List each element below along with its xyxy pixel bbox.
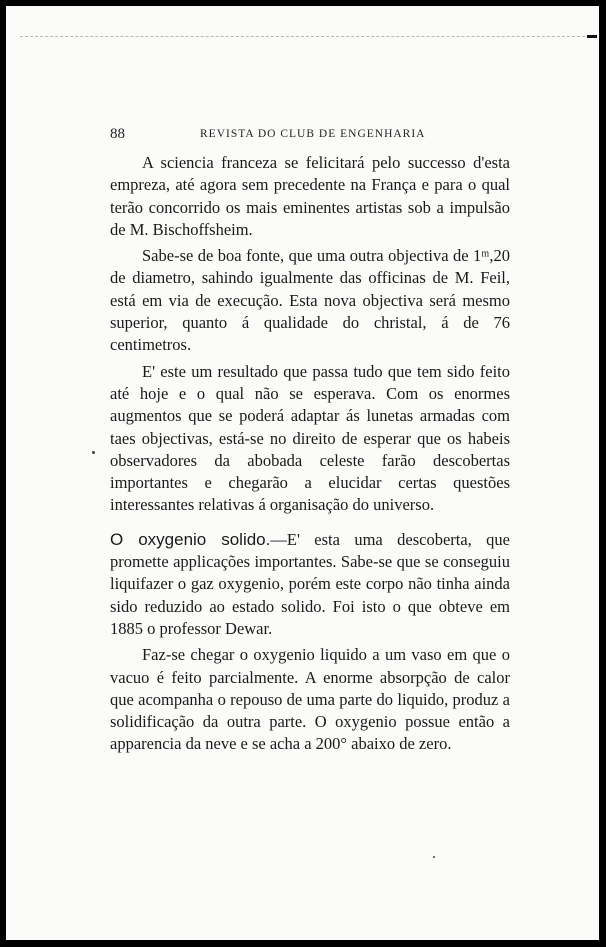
ink-speck	[433, 856, 435, 858]
paragraph: A sciencia franceza se felicitará pelo successo d'esta empreza, até agora sem precedente na França e para o qual terão concorrido os mais eminentes artistas sob a impulsão de M. Bischoffsheim.	[110, 153, 510, 239]
scan-artifact-line	[20, 36, 595, 38]
paragraph: Sabe-se de boa fonte, que uma outra objectiva de 1ᵐ,20 de diametro, sahindo igualmente das officinas de M. Feil, está em via de execução. Esta nova objectiva será mesmo superior, quanto á qualidade do christal, á de 76 centimetros.	[110, 246, 510, 355]
article-body	[110, 152, 510, 756]
paragraph: Faz-se chegar o oxygenio liquido a um vaso em que o vacuo é feito parcialmente. A enorme absorpção de calor que acompanha o repouso de uma parte do liquido, produz a solidificação da outra parte. O oxygenio possue então a apparencia da neve e se acha a 200° abaixo de zero.	[110, 645, 510, 754]
page-header	[110, 126, 510, 144]
book-page	[6, 6, 599, 940]
running-title: REVISTA DO CLUB DE ENGENHARIA	[200, 128, 426, 140]
scan-edge-mark	[587, 35, 597, 38]
page-number: 88	[110, 126, 125, 142]
section-title: O oxygenio solido.	[110, 529, 271, 549]
ink-speck	[92, 451, 95, 454]
section-paragraph	[110, 529, 510, 640]
section-text: —E' esta uma descoberta, que promette applicações importantes. Sabe-se que se conseguiu liquifazer o gaz oxygenio, porém este corpo não tinha ainda sido reduzido ao estado solido. Foi isto o que obteve em 1885 o professor Dewar.	[110, 529, 510, 638]
paragraph: E' este um resultado que passa tudo que tem sido feito até hoje e o qual não se esperava. Com os enormes augmentos que se poderá adaptar ás lunetas armadas com taes objectivas, está-se no direito de esperar que os habeis observadores da abobada celeste farão descobertas importantes e chegarão a elucidar certas questões interessantes relativas á organisação do universo.	[110, 361, 510, 515]
